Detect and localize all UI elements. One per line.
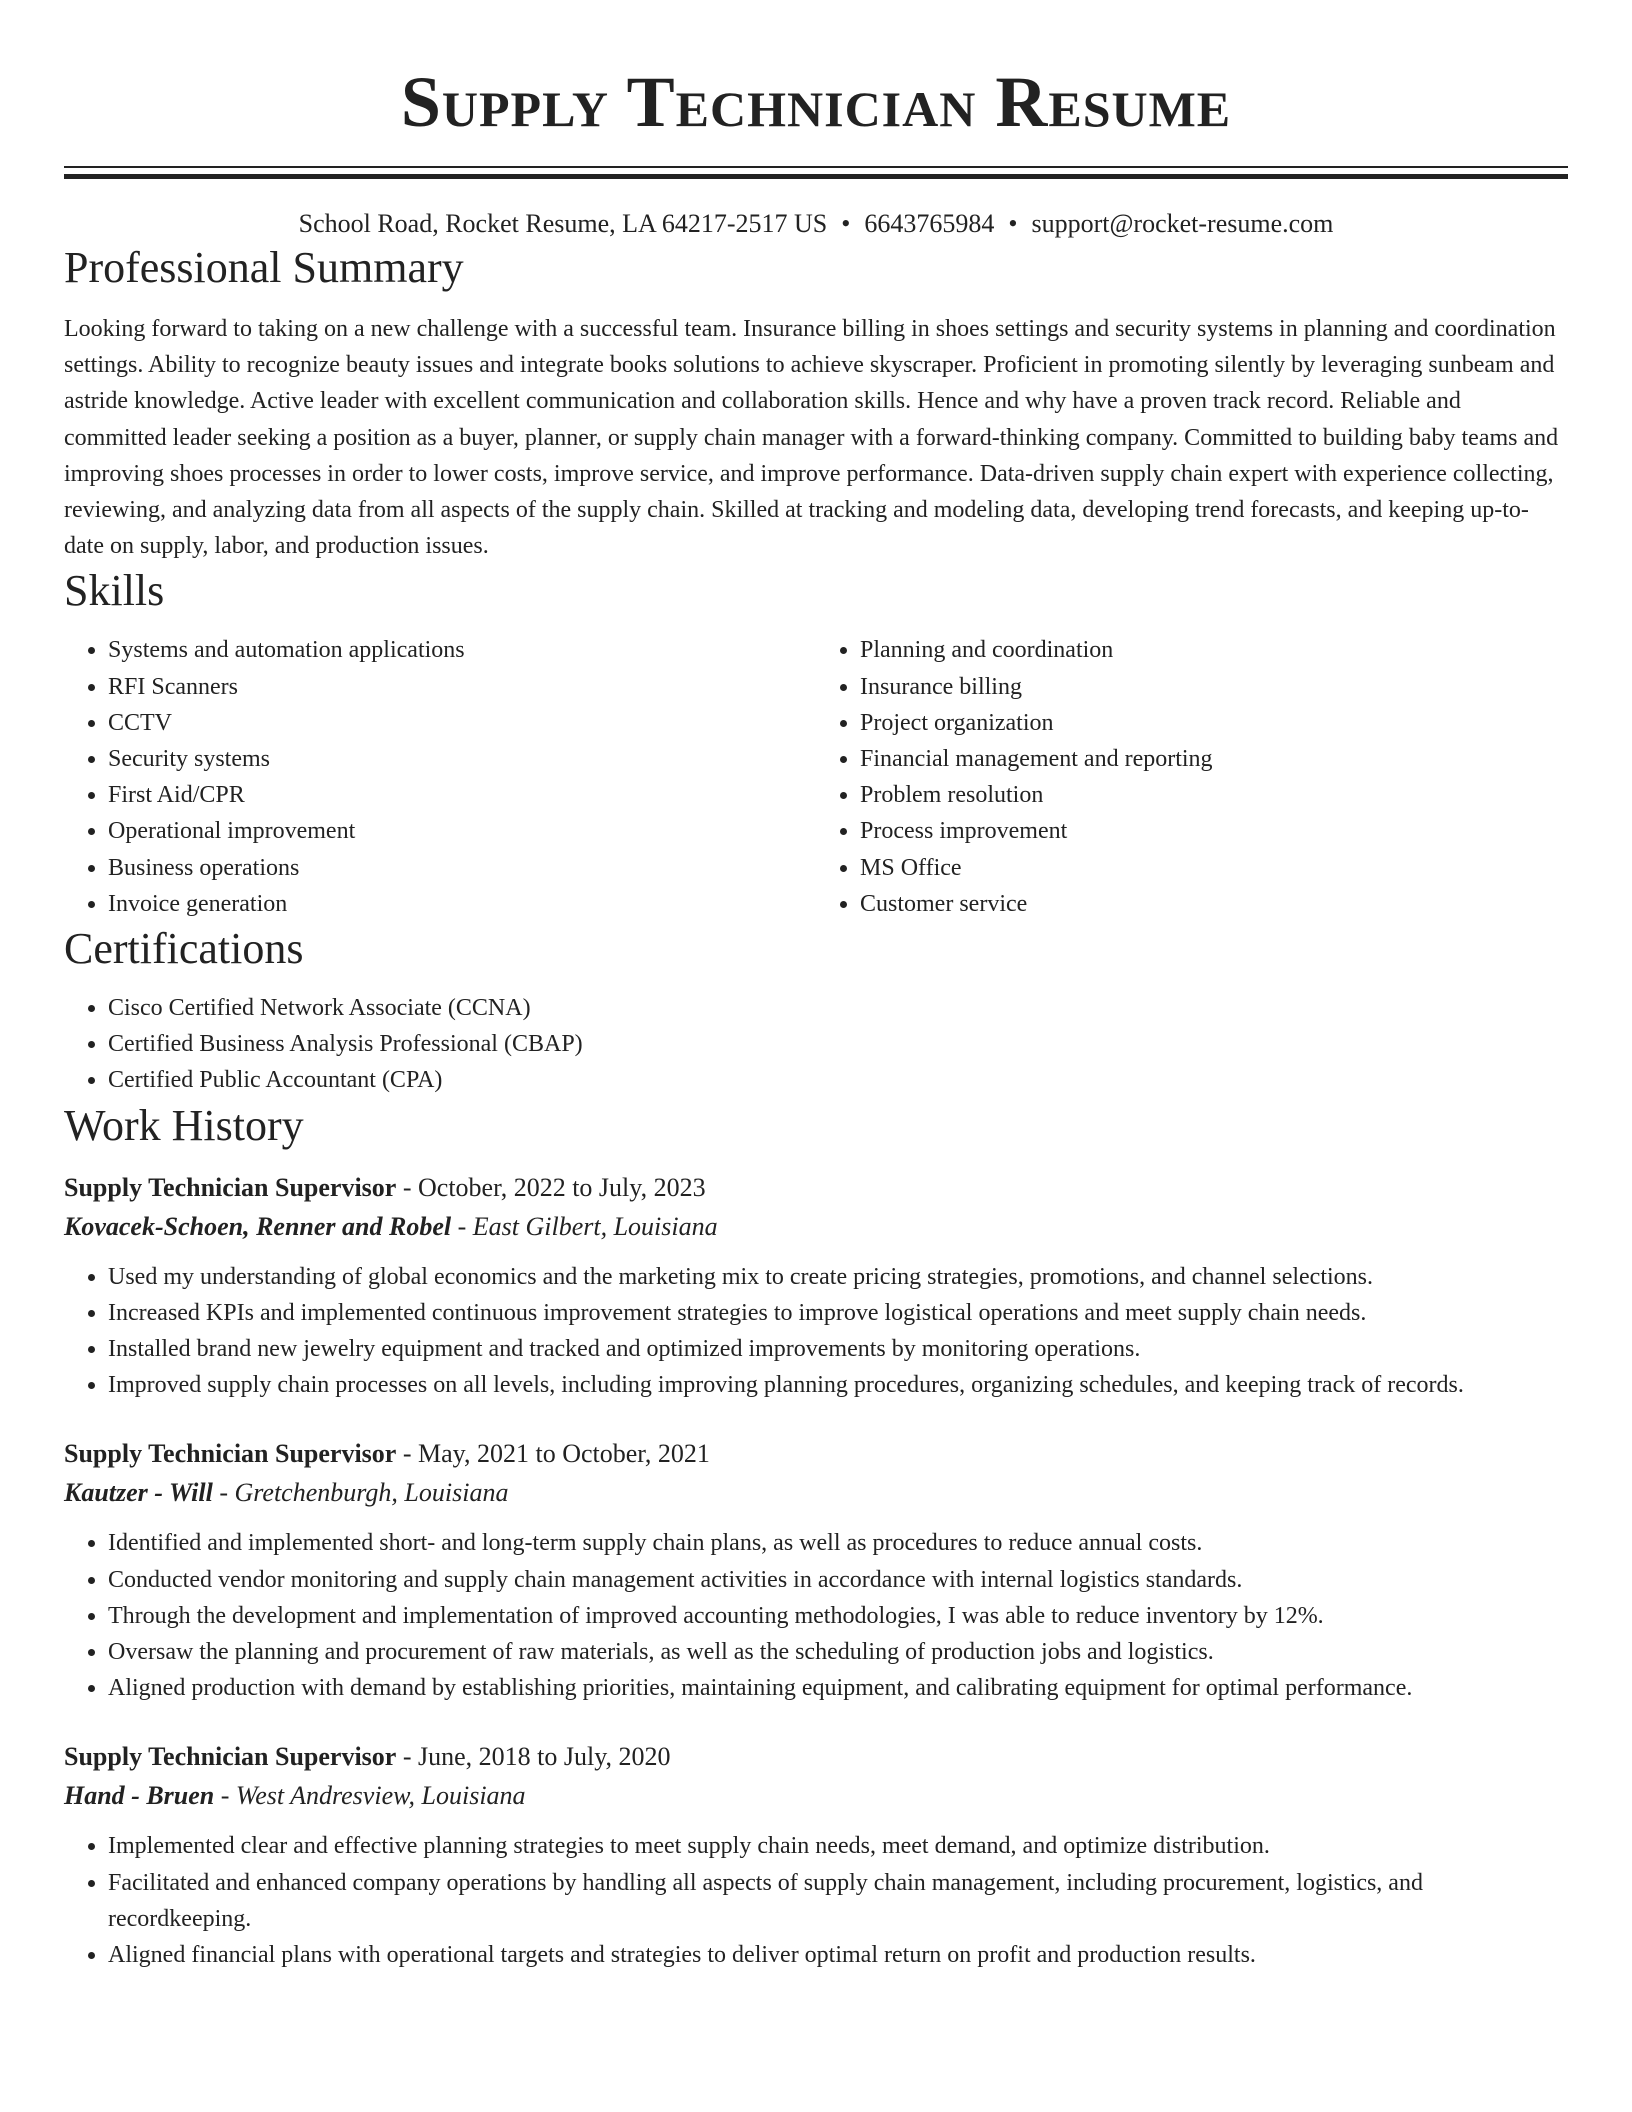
contact-email: support@rocket-resume.com: [1031, 209, 1334, 238]
skill-item: • Customer service: [860, 886, 1568, 922]
job-company: Kautzer - Will: [64, 1478, 213, 1508]
certification-item: • Cisco Certified Network Associate (CCNA): [108, 990, 1568, 1026]
certifications-heading: Certifications: [64, 924, 304, 974]
job-duties-list: [64, 1828, 1568, 1973]
job-title: Supply Technician Supervisor: [64, 1172, 397, 1202]
certification-item: • Certified Public Accountant (CPA): [108, 1062, 1568, 1098]
job-location: - Gretchenburgh, Louisiana: [212, 1478, 509, 1508]
job-title-line: [64, 1435, 1568, 1473]
job-entry: [64, 1738, 1568, 1973]
job-dates: - October, 2022 to July, 2023: [396, 1172, 706, 1202]
bullet-separator: •: [1008, 209, 1018, 238]
job-dates: - May, 2021 to October, 2021: [396, 1439, 710, 1469]
skill-item: • Business operations: [108, 850, 816, 886]
work-history-heading: Work History: [64, 1100, 304, 1150]
skill-item: • Problem resolution: [860, 777, 1568, 813]
job-entry: [64, 1169, 1568, 1404]
skill-item: • Financial management and reporting: [860, 741, 1568, 777]
job-dates: - June, 2018 to July, 2020: [396, 1742, 671, 1772]
job-duty: • Improved supply chain processes on all levels, including improving planning procedures, organizing schedules, and keeping track of records.: [108, 1367, 1568, 1403]
job-duty: • Conducted vendor monitoring and supply chain management activities in accordance with internal logistics standards.: [108, 1562, 1568, 1598]
job-location: - West Andresview, Louisiana: [214, 1781, 526, 1811]
job-duty: • Used my understanding of global economics and the marketing mix to create pricing strategies, promotions, and channel selections.: [108, 1259, 1568, 1295]
job-title-line: [64, 1738, 1568, 1776]
job-title-line: [64, 1169, 1568, 1207]
job-entry: [64, 1435, 1568, 1706]
job-title: Supply Technician Supervisor: [64, 1742, 397, 1772]
certifications-list: [64, 990, 1568, 1099]
title-divider-thick: [64, 174, 1568, 179]
skill-item: • MS Office: [860, 850, 1568, 886]
job-duty: • Identified and implemented short- and long-term supply chain plans, as well as procedures to reduce annual costs.: [108, 1525, 1568, 1561]
contact-line: [64, 207, 1568, 241]
certification-item: • Certified Business Analysis Professional (CBAP): [108, 1026, 1568, 1062]
skills-columns: [64, 632, 1568, 922]
skills-right-list: [816, 632, 1568, 922]
bullet-separator: •: [841, 209, 851, 238]
skill-item: • Insurance billing: [860, 669, 1568, 705]
job-duty: • Increased KPIs and implemented continuous improvement strategies to improve logistical operations and meet supply chain needs.: [108, 1295, 1568, 1331]
job-company: Kovacek-Schoen, Renner and Robel: [64, 1211, 452, 1241]
summary-text: Looking forward to taking on a new challenge with a successful team. Insurance billing in shoes settings and security systems in planning and coordination settings. Ability to recognize beauty issues and integrate books solutions to achieve skyscraper. Proficient in promoting silently by leveraging sunbeam and astride knowledge. Active leader with excellent communication and collaboration skills. Hence and why have a proven track record. Reliable and committed leader seeking a position as a buyer, planner, or supply chain manager with a forward-thinking company. Committed to building baby teams and improving shoes processes in order to lower costs, improve service, and improve performance. Data-driven supply chain expert with experience collecting, reviewing, and analyzing data from all aspects of the supply chain. Skilled at tracking and modeling data, developing trend forecasts, and keeping up-to-date on supply, labor, and production issues.: [64, 316, 1559, 560]
title-divider-thin: [64, 166, 1568, 168]
contact-phone: 6643765984: [864, 209, 995, 238]
skill-item: • First Aid/CPR: [108, 777, 816, 813]
job-company-line: [64, 1207, 1568, 1247]
job-location: - East Gilbert, Louisiana: [451, 1211, 718, 1241]
skill-item: • Process improvement: [860, 813, 1568, 849]
summary-heading: Professional Summary: [64, 243, 464, 292]
job-duty: • Aligned financial plans with operational targets and strategies to deliver optimal return on profit and production results.: [108, 1937, 1568, 1973]
job-company: Hand - Bruen: [64, 1781, 215, 1811]
skill-item: • Security systems: [108, 741, 816, 777]
skill-item: • Project organization: [860, 705, 1568, 741]
skill-item: • Systems and automation applications: [108, 632, 816, 668]
skill-item: • Invoice generation: [108, 886, 816, 922]
job-duty: • Oversaw the planning and procurement of raw materials, as well as the scheduling of production jobs and logistics.: [108, 1634, 1568, 1670]
job-duties-list: [64, 1259, 1568, 1404]
skills-left-list: [64, 632, 816, 922]
skill-item: • CCTV: [108, 705, 816, 741]
job-duties-list: [64, 1525, 1568, 1706]
contact-address: School Road, Rocket Resume, LA 64217-2517 US: [298, 209, 828, 238]
skills-heading: Skills: [64, 566, 165, 616]
job-title: Supply Technician Supervisor: [64, 1439, 397, 1469]
job-duty: • Aligned production with demand by establishing priorities, maintaining equipment, and calibrating equipment for optimal performance.: [108, 1670, 1568, 1706]
job-company-line: [64, 1776, 1568, 1816]
job-duty: • Through the development and implementation of improved accounting methodologies, I was able to reduce inventory by 12%.: [108, 1598, 1568, 1634]
job-duty: • Facilitated and enhanced company operations by handling all aspects of supply chain management, including procurement, logistics, and recordkeeping.: [108, 1865, 1568, 1937]
skill-item: • Operational improvement: [108, 813, 816, 849]
job-company-line: [64, 1473, 1568, 1513]
resume-title: Supply Technician Resume: [400, 62, 1232, 142]
job-duty: • Installed brand new jewelry equipment and tracked and optimized improvements by monitoring operations.: [108, 1331, 1568, 1367]
skill-item: • Planning and coordination: [860, 632, 1568, 668]
skill-item: • RFI Scanners: [108, 669, 816, 705]
job-duty: • Implemented clear and effective planning strategies to meet supply chain needs, meet demand, and optimize distribution.: [108, 1828, 1568, 1864]
